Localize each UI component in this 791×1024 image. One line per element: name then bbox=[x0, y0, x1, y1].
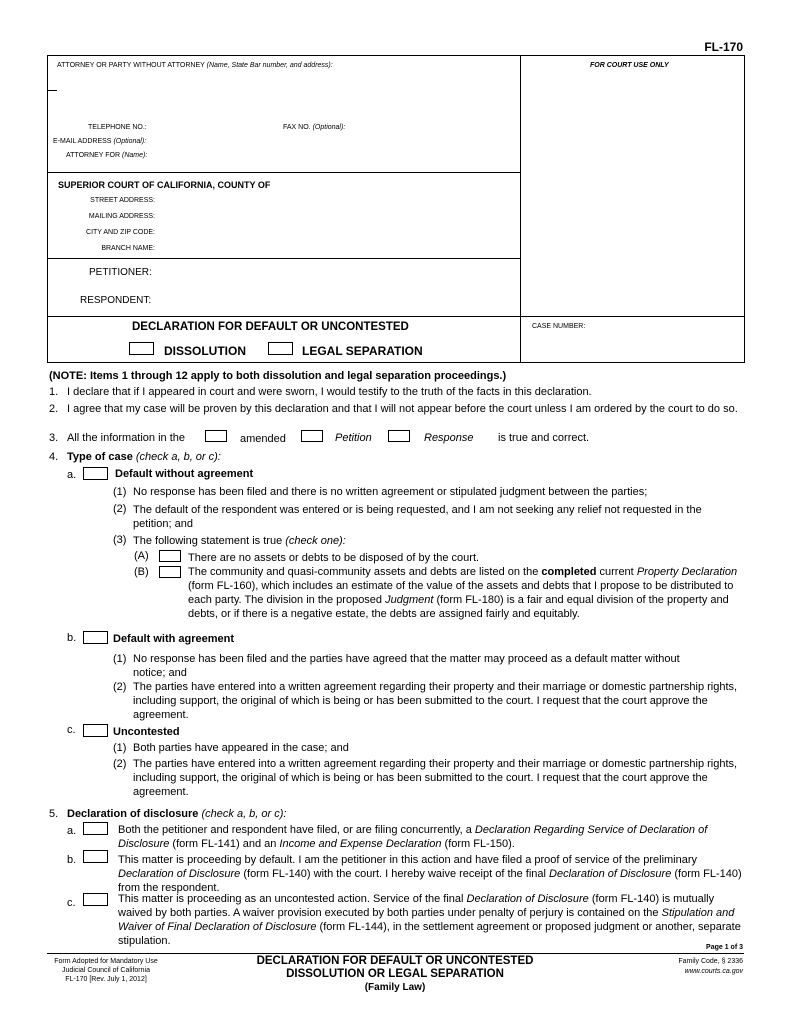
court-name-label: SUPERIOR COURT OF CALIFORNIA, COUNTY OF bbox=[58, 180, 271, 190]
footer-adopted: Form Adopted for Mandatory Use Judicial Council of California FL-170 [Rev. July 1, 2012] bbox=[54, 958, 158, 983]
petition-checkbox[interactable] bbox=[301, 430, 323, 442]
item-5b-text: This matter is proceeding by default. I am the petitioner in this action and have filed a proof of service of the preliminary Declaration of Disclosure (form FL-140) with the court. I hereby waive receipt of the final Declaration of Disclosure (form FL-140) from the respondent. bbox=[118, 854, 742, 894]
item-4c-letter: c. bbox=[67, 724, 76, 736]
item-4a3-hint: (check one): bbox=[285, 535, 346, 547]
item-4b2-text: The parties have entered into a written agreement regarding their property and their marriage or domestic partnership rights, including support, the original of which is being or has been submitted to the court. I request that the court approve the agreement. bbox=[133, 681, 738, 721]
item-5-title: Declaration of disclosure bbox=[67, 808, 199, 820]
petitioner-label: PETITIONER: bbox=[89, 267, 152, 278]
no-assets-checkbox[interactable] bbox=[159, 550, 181, 562]
court-use-label: FOR COURT USE ONLY bbox=[590, 62, 669, 69]
item-5-hint: (check a, b, or c): bbox=[201, 808, 287, 820]
amended-label: amended bbox=[240, 433, 286, 445]
attorney-label: ATTORNEY OR PARTY WITHOUT ATTORNEY bbox=[57, 62, 205, 69]
email-label: E-MAIL ADDRESS bbox=[53, 138, 112, 145]
response-label: Response bbox=[424, 432, 474, 444]
attorney-hint: (Name, State Bar number, and address): bbox=[206, 62, 333, 69]
telephone-label: TELEPHONE NO.: bbox=[88, 124, 147, 131]
default-with-agreement-checkbox[interactable] bbox=[83, 631, 108, 644]
item-4a2-text: The default of the respondent was entered or is being requested, and I am not seeking any relief not requested in the petition; and bbox=[133, 504, 702, 530]
item-4a1-text: No response has been filed and there is no written agreement or stipulated judgment between the parties; bbox=[133, 486, 648, 498]
item-4a3-text: The following statement is true bbox=[133, 535, 283, 547]
item-4a3B-letter: (B) bbox=[134, 566, 149, 578]
form-title: DECLARATION FOR DEFAULT OR UNCONTESTED bbox=[132, 321, 409, 333]
item-5a-text: Both the petitioner and respondent have filed, or are filing concurrently, a Declaration Regarding Service of Declaration of Disclosure (form FL-141) and an Income and Expense Declaration (form FL-150). bbox=[118, 824, 708, 850]
item-3-text: All the information in the bbox=[67, 432, 186, 444]
attorney-for-hint: (Name): bbox=[122, 152, 148, 159]
fax-label: FAX NO. bbox=[283, 124, 311, 131]
item-1-number: 1. bbox=[49, 386, 59, 398]
item-4a-title: Default without agreement bbox=[115, 468, 254, 480]
item-3-end: is true and correct. bbox=[498, 432, 590, 444]
item-4c-title: Uncontested bbox=[113, 726, 180, 738]
item-4a-letter: a. bbox=[67, 469, 77, 481]
item-4a3-number: (3) bbox=[113, 534, 127, 546]
item-4b2-number: (2) bbox=[113, 681, 127, 693]
default-without-agreement-checkbox[interactable] bbox=[83, 467, 108, 480]
item-5b-letter: b. bbox=[67, 854, 77, 866]
item-5c-letter: c. bbox=[67, 897, 76, 909]
item-4a3A-text: There are no assets or debts to be disposed of by the court. bbox=[188, 552, 480, 564]
item-4c2-text: The parties have entered into a written agreement regarding their property and their marriage or domestic partnership rights, including support, the original of which is being or has been submitted to the court. I request that the court approve the agreement. bbox=[133, 758, 738, 798]
case-number-label: CASE NUMBER: bbox=[532, 323, 586, 330]
response-checkbox[interactable] bbox=[388, 430, 410, 442]
attorney-for-label: ATTORNEY FOR bbox=[66, 152, 121, 159]
item-4b-letter: b. bbox=[67, 632, 77, 644]
disclosure-c-checkbox[interactable] bbox=[83, 893, 108, 906]
item-4b1-number: (1) bbox=[113, 653, 127, 665]
disclosure-a-checkbox[interactable] bbox=[83, 822, 108, 835]
respondent-label: RESPONDENT: bbox=[80, 295, 152, 306]
item-4a2-number: (2) bbox=[113, 503, 127, 515]
petition-label: Petition bbox=[335, 432, 372, 444]
item-4a3A-letter: (A) bbox=[134, 550, 149, 562]
item-1-text: I declare that if I appeared in court and were sworn, I would testify to the truth of the facts in this declaration. bbox=[67, 386, 592, 398]
item-4b1-text: No response has been filed and the parties have agreed that the matter may proceed as a default matter without notice; and bbox=[133, 653, 680, 679]
assets-listed-checkbox[interactable] bbox=[159, 566, 181, 578]
legal-separation-checkbox[interactable] bbox=[268, 342, 293, 355]
item-3-number: 3. bbox=[49, 432, 59, 444]
item-4-hint: (check a, b, or c): bbox=[135, 451, 221, 463]
item-4a3B-text: The community and quasi-community assets and debts are listed on the completed current Property Declaration (form FL-160), which includes an estimate of the value of the assets and debts that I propose to be distributed to each party. The division in the proposed Judgment (form FL-180) is a fair and equal division of the property and debts, or if there is a negative estate, the debts are assigned fairly and equitably. bbox=[188, 566, 738, 620]
branch-label: BRANCH NAME: bbox=[101, 245, 155, 252]
uncontested-checkbox[interactable] bbox=[83, 724, 108, 737]
dissolution-checkbox[interactable] bbox=[129, 342, 154, 355]
footer-title: DECLARATION FOR DEFAULT OR UNCONTESTED DISSOLUTION OR LEGAL SEPARATION (Family Law) bbox=[256, 955, 534, 993]
page-number: Page 1 of 3 bbox=[706, 944, 743, 951]
item-5c-text: This matter is proceeding as an uncontested action. Service of the final Declaration of Disclosure (form FL-140) is mutually waived by both parties. A waiver provision executed by both parties under penalty of perjury is contained on the Stipulation and Waiver of Final Declaration of Disclosure (form FL-144), in the settlement agreement or proposed judgment or another, separate stipulation. bbox=[118, 893, 741, 947]
amended-checkbox[interactable] bbox=[205, 430, 227, 442]
item-5a-letter: a. bbox=[67, 825, 77, 837]
legal-separation-label: LEGAL SEPARATION bbox=[302, 344, 423, 358]
street-label: STREET ADDRESS: bbox=[90, 197, 155, 204]
item-4-title: Type of case bbox=[67, 451, 133, 463]
item-4b-title: Default with agreement bbox=[113, 633, 235, 645]
dissolution-label: DISSOLUTION bbox=[164, 344, 247, 358]
note: (NOTE: Items 1 through 12 apply to both dissolution and legal separation proceedings.) bbox=[49, 370, 507, 382]
mailing-label: MAILING ADDRESS: bbox=[88, 213, 155, 220]
item-4-number: 4. bbox=[49, 451, 59, 463]
item-2-number: 2. bbox=[49, 403, 59, 415]
item-4c1-text: Both parties have appeared in the case; and bbox=[133, 742, 349, 754]
item-5-number: 5. bbox=[49, 808, 59, 820]
city-label: CITY AND ZIP CODE: bbox=[86, 229, 155, 236]
email-hint: (Optional): bbox=[113, 138, 147, 145]
disclosure-b-checkbox[interactable] bbox=[83, 850, 108, 863]
fax-hint: (Optional): bbox=[312, 124, 346, 131]
item-4a1-number: (1) bbox=[113, 486, 127, 498]
item-4c2-number: (2) bbox=[113, 758, 127, 770]
footer-code: Family Code, § 2336 www.courts.ca.gov bbox=[678, 958, 743, 975]
form-id: FL-170 bbox=[704, 40, 743, 54]
item-4c1-number: (1) bbox=[113, 742, 127, 754]
item-2-text: I agree that my case will be proven by this declaration and that I will not appear before the court unless I am ordered by the court to do so. bbox=[67, 403, 738, 415]
